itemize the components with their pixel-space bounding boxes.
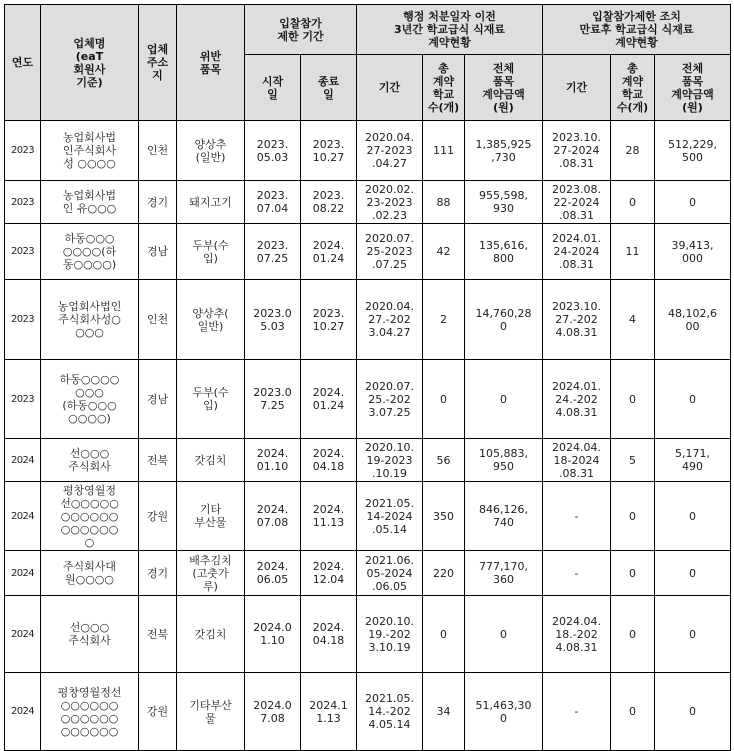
cell-post-amount: 48,102,6 00 [655, 280, 731, 360]
cell-pre-period: 2020.07. 25.-202 3.07.25 [357, 360, 423, 439]
cell-start: 2024.0 1.10 [245, 596, 301, 673]
cell-pre-amount: 846,126, 740 [465, 482, 543, 551]
cell-year: 2024 [5, 439, 41, 482]
header-end: 종료 일 [301, 55, 357, 121]
cell-location: 경기 [139, 181, 177, 224]
cell-year: 2024 [5, 551, 41, 596]
cell-pre-amount: 955,598, 930 [465, 181, 543, 224]
cell-post-amount: 0 [655, 181, 731, 224]
cell-pre-period: 2020.07. 25-2023 .07.25 [357, 224, 423, 280]
cell-location: 경남 [139, 224, 177, 280]
cell-post-amount: 0 [655, 673, 731, 751]
cell-item: 양상추( 일반) [177, 280, 245, 360]
cell-pre-schools: 350 [423, 482, 465, 551]
header-post-amount: 전체 품목 계약금액 (원) [655, 55, 731, 121]
table-row [5, 673, 731, 751]
cell-company: 농업회사법 인 유○○○ [41, 181, 139, 224]
cell-post-period: - [543, 551, 611, 596]
cell-item: 두부(수 입) [177, 224, 245, 280]
table-row [5, 224, 731, 280]
cell-year: 2023 [5, 121, 41, 181]
cell-end: 2024. 11.13 [301, 482, 357, 551]
cell-end: 2024. 04.18 [301, 596, 357, 673]
cell-year: 2023 [5, 181, 41, 224]
table-row [5, 596, 731, 673]
cell-pre-period: 2021.05. 14.-202 4.05.14 [357, 673, 423, 751]
cell-post-amount: 0 [655, 482, 731, 551]
cell-year: 2023 [5, 224, 41, 280]
cell-pre-schools: 34 [423, 673, 465, 751]
cell-item: 배추김치 (고춧가 루) [177, 551, 245, 596]
cell-post-amount: 5,171, 490 [655, 439, 731, 482]
cell-post-period: - [543, 673, 611, 751]
cell-end: 2024. 04.18 [301, 439, 357, 482]
header-item: 위반 품목 [177, 5, 245, 121]
cell-company: 농업회사법 인주식회사 성 ○○○○ [41, 121, 139, 181]
cell-start: 2023.0 7.25 [245, 360, 301, 439]
cell-start: 2024.0 7.08 [245, 673, 301, 751]
cell-post-schools: 0 [611, 673, 655, 751]
cell-location: 전북 [139, 596, 177, 673]
cell-post-amount: 0 [655, 360, 731, 439]
cell-pre-amount: 105,883, 950 [465, 439, 543, 482]
cell-end: 2024. 01.24 [301, 224, 357, 280]
cell-post-period: 2023.08. 22-2024 .08.31 [543, 181, 611, 224]
cell-company: 하동○○○○ ○○○ (하동○○○ ○○○○) [41, 360, 139, 439]
table-row [5, 551, 731, 596]
header-restriction-period: 입찰참가 제한 기간 [245, 5, 357, 55]
cell-company: 선○○○ 주식회사 [41, 439, 139, 482]
cell-post-schools: 0 [611, 181, 655, 224]
cell-year: 2024 [5, 673, 41, 751]
header-before-group: 행정 처분일자 이전 3년간 학교급식 식재료 계약현황 [357, 5, 543, 55]
cell-item: 갓김치 [177, 439, 245, 482]
header-post-schools: 총 계약 학교 수(개) [611, 55, 655, 121]
cell-start: 2023.0 5.03 [245, 280, 301, 360]
cell-pre-period: 2020.02. 23-2023 .02.23 [357, 181, 423, 224]
table-row [5, 280, 731, 360]
cell-year: 2023 [5, 280, 41, 360]
cell-start: 2023. 05.03 [245, 121, 301, 181]
cell-post-schools: 4 [611, 280, 655, 360]
cell-year: 2024 [5, 596, 41, 673]
cell-pre-period: 2020.10. 19.-202 3.10.19 [357, 596, 423, 673]
cell-pre-period: 2020.10. 19-2023 .10.19 [357, 439, 423, 482]
cell-start: 2024. 07.08 [245, 482, 301, 551]
cell-company: 하동○○○ ○○○○(하 동○○○○) [41, 224, 139, 280]
cell-company: 주식회사대 원○○○○ [41, 551, 139, 596]
header-pre-period: 기간 [357, 55, 423, 121]
cell-pre-schools: 56 [423, 439, 465, 482]
cell-post-period: 2024.04. 18-2024 .08.31 [543, 439, 611, 482]
contract-table [4, 4, 731, 751]
cell-year: 2024 [5, 482, 41, 551]
cell-post-schools: 0 [611, 360, 655, 439]
cell-pre-period: 2020.04. 27-2023 .04.27 [357, 121, 423, 181]
cell-post-schools: 28 [611, 121, 655, 181]
cell-post-amount: 39,413, 000 [655, 224, 731, 280]
cell-start: 2024. 01.10 [245, 439, 301, 482]
cell-post-period: 2023.10. 27-2024 .08.31 [543, 121, 611, 181]
cell-item: 돼지고기 [177, 181, 245, 224]
cell-pre-period: 2021.06. 05-2024 .06.05 [357, 551, 423, 596]
cell-pre-schools: 42 [423, 224, 465, 280]
cell-item: 기타부산 물 [177, 673, 245, 751]
cell-end: 2024. 12.04 [301, 551, 357, 596]
cell-pre-schools: 0 [423, 596, 465, 673]
cell-pre-amount: 0 [465, 360, 543, 439]
table-row [5, 482, 731, 551]
cell-pre-amount: 1,385,925 ,730 [465, 121, 543, 181]
cell-pre-schools: 111 [423, 121, 465, 181]
cell-post-schools: 0 [611, 596, 655, 673]
cell-pre-amount: 14,760,28 0 [465, 280, 543, 360]
cell-start: 2023. 07.04 [245, 181, 301, 224]
cell-end: 2024. 01.24 [301, 360, 357, 439]
cell-pre-period: 2021.05. 14-2024 .05.14 [357, 482, 423, 551]
table-row [5, 181, 731, 224]
cell-post-period: 2024.01. 24.-202 4.08.31 [543, 360, 611, 439]
cell-company: 선○○○ 주식회사 [41, 596, 139, 673]
cell-post-period: 2023.10. 27.-202 4.08.31 [543, 280, 611, 360]
cell-item: 양상추 (일반) [177, 121, 245, 181]
cell-post-schools: 0 [611, 482, 655, 551]
cell-pre-schools: 220 [423, 551, 465, 596]
cell-location: 인천 [139, 280, 177, 360]
header-start: 시작 일 [245, 55, 301, 121]
cell-location: 강원 [139, 673, 177, 751]
cell-end: 2023. 10.27 [301, 121, 357, 181]
cell-year: 2023 [5, 360, 41, 439]
cell-company: 평창영월정 선○○○○○ ○○○○○○ ○○○○○○ ○ [41, 482, 139, 551]
header-pre-amount: 전체 품목 계약금액 (원) [465, 55, 543, 121]
cell-post-amount: 0 [655, 551, 731, 596]
header-year: 연도 [5, 5, 41, 121]
header-post-period: 기간 [543, 55, 611, 121]
cell-location: 경기 [139, 551, 177, 596]
cell-item: 갓김치 [177, 596, 245, 673]
cell-item: 두부(수 입) [177, 360, 245, 439]
header-pre-schools: 총 계약 학교 수(개) [423, 55, 465, 121]
cell-end: 2023. 08.22 [301, 181, 357, 224]
cell-item: 기타 부산물 [177, 482, 245, 551]
cell-post-amount: 0 [655, 596, 731, 673]
cell-pre-period: 2020.04. 27.-202 3.04.27 [357, 280, 423, 360]
header-after-group: 입찰참가제한 조치 만료후 학교급식 식재료 계약현황 [543, 5, 731, 55]
cell-pre-schools: 0 [423, 360, 465, 439]
cell-pre-amount: 135,616, 800 [465, 224, 543, 280]
header-company: 업체명 (eaT 회원사 기준) [41, 5, 139, 121]
cell-pre-amount: 777,170, 360 [465, 551, 543, 596]
cell-end: 2024.1 1.13 [301, 673, 357, 751]
cell-post-schools: 11 [611, 224, 655, 280]
cell-start: 2024. 06.05 [245, 551, 301, 596]
cell-start: 2023. 07.25 [245, 224, 301, 280]
cell-location: 강원 [139, 482, 177, 551]
cell-post-schools: 0 [611, 551, 655, 596]
header-row-1 [5, 5, 731, 55]
cell-location: 경남 [139, 360, 177, 439]
table-row [5, 439, 731, 482]
cell-pre-schools: 88 [423, 181, 465, 224]
table-row [5, 360, 731, 439]
table-wrapper [4, 4, 731, 751]
table-row [5, 121, 731, 181]
cell-company: 농업회사법인 주식회사성○ ○○○ [41, 280, 139, 360]
cell-post-schools: 5 [611, 439, 655, 482]
cell-pre-schools: 2 [423, 280, 465, 360]
cell-post-period: 2024.04. 18.-202 4.08.31 [543, 596, 611, 673]
cell-post-period: - [543, 482, 611, 551]
cell-pre-amount: 51,463,30 0 [465, 673, 543, 751]
cell-post-period: 2024.01. 24-2024 .08.31 [543, 224, 611, 280]
cell-pre-amount: 0 [465, 596, 543, 673]
cell-end: 2023. 10.27 [301, 280, 357, 360]
header-location: 업체 주소 지 [139, 5, 177, 121]
cell-post-amount: 512,229, 500 [655, 121, 731, 181]
cell-company: 평창영월정선 ○○○○○○ ○○○○○○ ○○○○○○ [41, 673, 139, 751]
cell-location: 전북 [139, 439, 177, 482]
cell-location: 인천 [139, 121, 177, 181]
